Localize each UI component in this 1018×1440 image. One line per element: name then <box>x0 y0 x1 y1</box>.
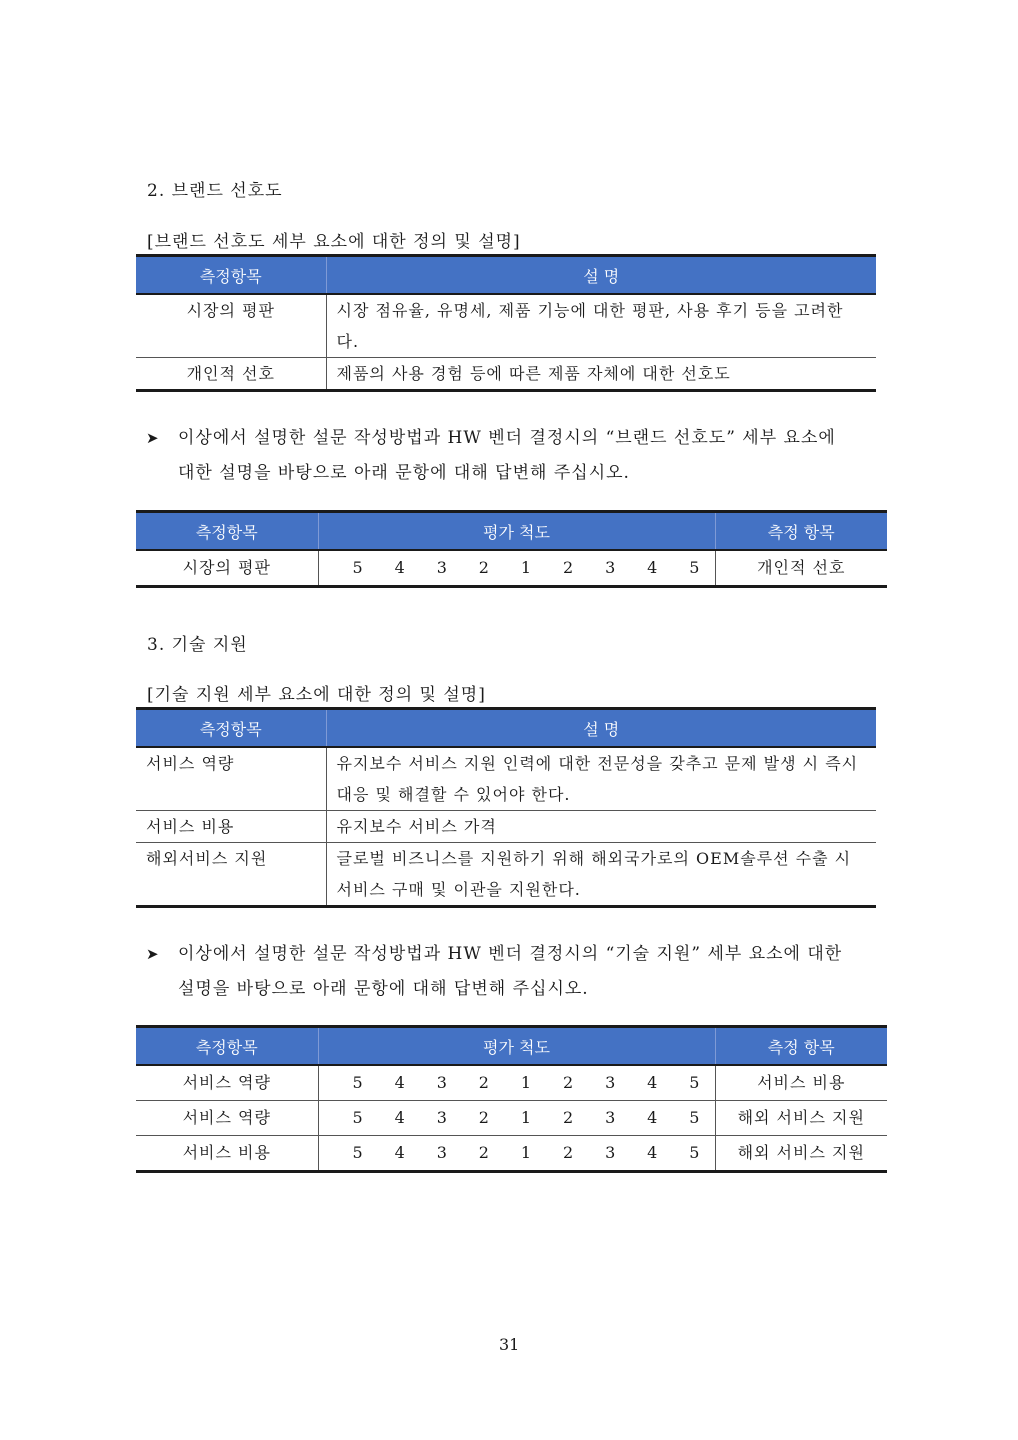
score-option[interactable]: 2 <box>562 1108 575 1127</box>
score-option[interactable]: 5 <box>689 1073 701 1092</box>
scale-row <box>136 550 887 587</box>
rating-scale-table <box>136 1025 887 1173</box>
arrow-bullet-icon: ➤ <box>146 945 160 963</box>
score-option[interactable]: 4 <box>647 1143 659 1162</box>
score-option[interactable]: 5 <box>352 558 364 577</box>
left-item: 시장의 평판 <box>136 550 318 587</box>
table-row <box>136 747 876 811</box>
score-option[interactable]: 3 <box>605 558 617 577</box>
item-cell: 서비스 역량 <box>136 747 326 811</box>
score-option[interactable]: 5 <box>352 1073 364 1092</box>
score-option[interactable]: 4 <box>394 558 406 577</box>
column-header: 측정 항목 <box>715 512 887 551</box>
score-option[interactable]: 3 <box>605 1108 617 1127</box>
description-cell: 제품의 사용 경험 등에 따른 제품 자체에 대한 선호도 <box>326 358 876 391</box>
column-header: 측정항목 <box>136 1027 318 1066</box>
score-option[interactable]: 5 <box>689 1143 701 1162</box>
rating-scale-table <box>136 510 887 588</box>
column-header: 측정 항목 <box>715 1027 887 1066</box>
instruction-text: 이상에서 설명한 설문 작성방법과 HW 벤더 결정시의 “브랜드 선호도” 세부 요소에 대한 설명을 바탕으로 아래 문항에 대해 답변해 주십시오. <box>178 428 836 483</box>
score-options <box>318 1065 715 1101</box>
score-option[interactable]: 2 <box>478 1073 490 1092</box>
score-option[interactable]: 2 <box>478 1143 490 1162</box>
score-option[interactable]: 2 <box>478 558 490 577</box>
item-cell: 서비스 비용 <box>136 811 326 843</box>
column-header: 평가 척도 <box>318 1027 715 1066</box>
instruction-paragraph <box>146 421 858 491</box>
score-option[interactable]: 2 <box>562 1073 575 1092</box>
table-caption: [기술 지원 세부 요소에 대한 정의 및 설명] <box>147 685 486 705</box>
instruction-paragraph <box>146 937 858 1007</box>
right-item: 해외 서비스 지원 <box>715 1101 887 1136</box>
score-option[interactable]: 3 <box>436 1143 448 1162</box>
definition-table <box>136 707 876 908</box>
instruction-text: 이상에서 설명한 설문 작성방법과 HW 벤더 결정시의 “기술 지원” 세부 요소에 대한 설명을 바탕으로 아래 문항에 대해 답변해 주십시오. <box>178 944 843 999</box>
description-cell: 시장 점유율, 유명세, 제품 기능에 대한 평판, 사용 후기 등을 고려한다. <box>326 294 876 358</box>
right-item: 서비스 비용 <box>715 1065 887 1101</box>
section-heading: 2. 브랜드 선호도 <box>147 181 283 201</box>
score-option[interactable]: 2 <box>478 1108 490 1127</box>
description-cell: 유지보수 서비스 지원 인력에 대한 전문성을 갖추고 문제 발생 시 즉시 대응 및 해결할 수 있어야 한다. <box>326 747 876 811</box>
table-caption: [브랜드 선호도 세부 요소에 대한 정의 및 설명] <box>147 232 521 252</box>
column-header: 측정항목 <box>136 256 326 295</box>
column-header: 설 명 <box>326 709 876 748</box>
scale-row <box>136 1136 887 1172</box>
score-option[interactable]: 4 <box>394 1073 406 1092</box>
description-cell: 글로벌 비즈니스를 지원하기 위해 해외국가로의 OEM솔루션 수출 시 서비스 구매 및 이관을 지원한다. <box>326 843 876 907</box>
score-options <box>318 1136 715 1172</box>
score-options <box>318 550 715 587</box>
score-option[interactable]: 3 <box>605 1143 617 1162</box>
left-item: 서비스 역량 <box>136 1065 318 1101</box>
definition-table <box>136 254 876 392</box>
column-header: 측정항목 <box>136 512 318 551</box>
right-item: 해외 서비스 지원 <box>715 1136 887 1172</box>
score-option[interactable]: 4 <box>647 1073 659 1092</box>
right-item: 개인적 선호 <box>715 550 887 587</box>
table-row <box>136 358 876 391</box>
score-option[interactable]: 5 <box>352 1108 364 1127</box>
column-header: 평가 척도 <box>318 512 715 551</box>
item-cell: 개인적 선호 <box>136 358 326 391</box>
score-option[interactable]: 4 <box>394 1143 406 1162</box>
table-row <box>136 811 876 843</box>
score-option[interactable]: 4 <box>394 1108 406 1127</box>
score-option[interactable]: 1 <box>520 1143 533 1162</box>
score-option[interactable]: 3 <box>605 1073 617 1092</box>
arrow-bullet-icon: ➤ <box>146 429 160 447</box>
score-option[interactable]: 1 <box>520 558 533 577</box>
score-options <box>318 1101 715 1136</box>
description-cell: 유지보수 서비스 가격 <box>326 811 876 843</box>
score-option[interactable]: 1 <box>520 1073 533 1092</box>
table-row <box>136 294 876 358</box>
left-item: 서비스 비용 <box>136 1136 318 1172</box>
score-option[interactable]: 5 <box>352 1143 364 1162</box>
score-option[interactable]: 1 <box>520 1108 533 1127</box>
score-option[interactable]: 2 <box>562 1143 575 1162</box>
score-option[interactable]: 3 <box>436 558 448 577</box>
score-option[interactable]: 3 <box>436 1108 448 1127</box>
score-option[interactable]: 5 <box>689 1108 701 1127</box>
scale-row <box>136 1065 887 1101</box>
score-option[interactable]: 5 <box>689 558 701 577</box>
column-header: 측정항목 <box>136 709 326 748</box>
item-cell: 시장의 평판 <box>136 294 326 358</box>
score-option[interactable]: 2 <box>562 558 575 577</box>
left-item: 서비스 역량 <box>136 1101 318 1136</box>
score-option[interactable]: 4 <box>647 558 659 577</box>
section-heading: 3. 기술 지원 <box>147 635 248 655</box>
scale-row <box>136 1101 887 1136</box>
score-option[interactable]: 3 <box>436 1073 448 1092</box>
table-row <box>136 843 876 907</box>
item-cell: 해외서비스 지원 <box>136 843 326 907</box>
score-option[interactable]: 4 <box>647 1108 659 1127</box>
column-header: 설 명 <box>326 256 876 295</box>
page-number: 31 <box>499 1335 520 1354</box>
